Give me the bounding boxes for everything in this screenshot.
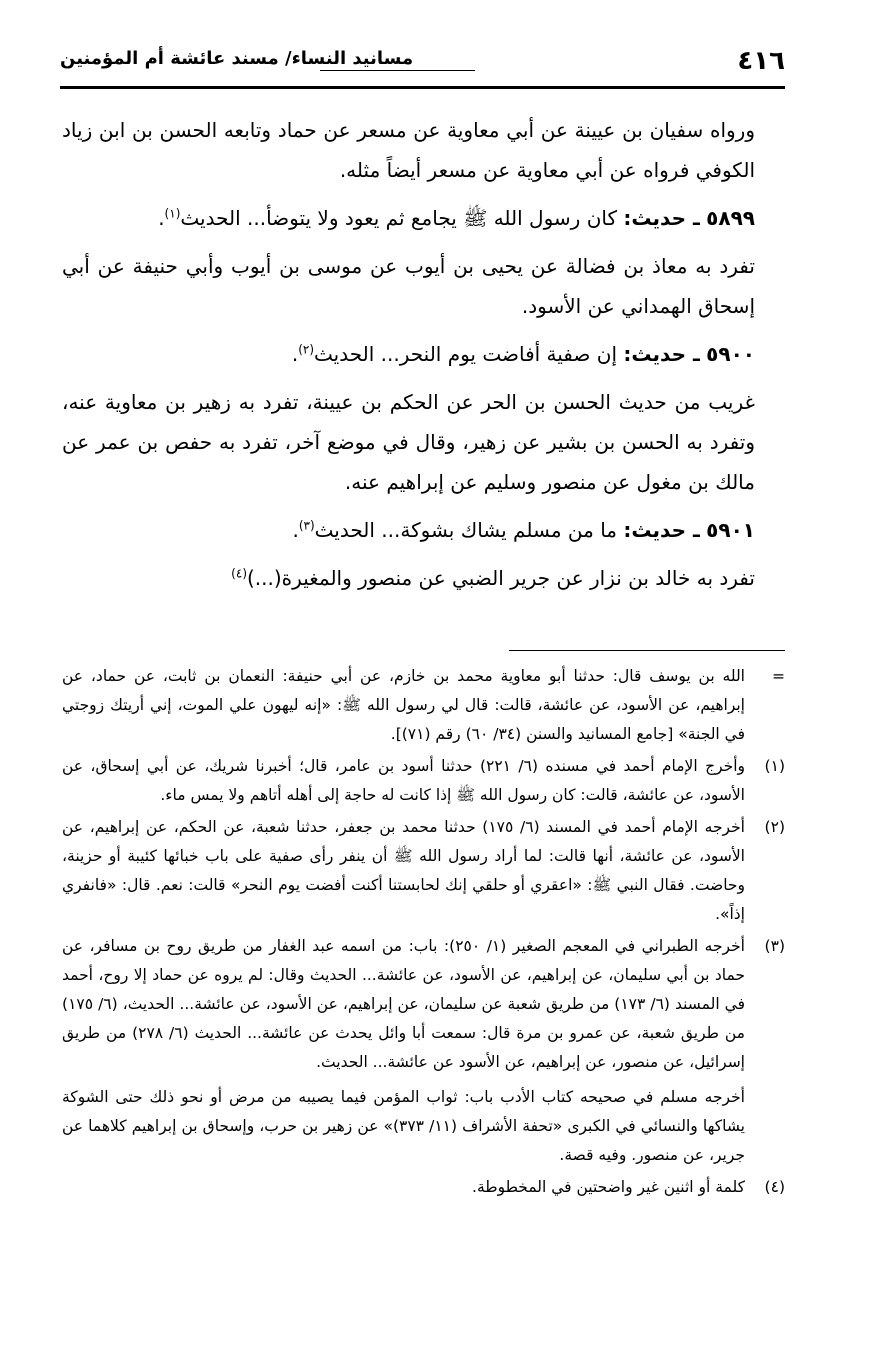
paragraph-text: تفرد به خالد بن نزار عن جرير الضبي عن منصور والمغيرة(...) (247, 566, 755, 590)
footnote-mark: (٣) (764, 937, 785, 955)
footnote-mark: (٢) (764, 818, 785, 836)
footnote-mark: = (772, 667, 785, 685)
footnote-text: كلمة أو اثنين غير واضحتين في المخطوطة. (472, 1178, 745, 1196)
hadith-text: إن صفية أفاضت يوم النحر... الحديث (314, 342, 617, 366)
hadith-keyword: ـ حديث: (623, 518, 700, 542)
paragraph: غريب من حديث الحسن بن الحر عن الحكم بن عيينة، تفرد به زهير بن معاوية عنه، وتفرد به الحسن بن بشير عن زهير، وقال في موضع آخر، تفرد به حفص بن عمر عن مالك بن مغول عن منصور وسليم عن إبراهيم عنه. (62, 390, 755, 494)
footnote-4 (62, 1173, 785, 1202)
footnote-text: أخرجه الطبراني في المعجم الصغير (١/ ٢٥٠): باب: من اسمه عبد الغفار من طريق روح بن مسافر، عن حماد بن أبي سليمان، عن إبراهيم، عن الأسود، عن عائشة... الحديث وقال: لم يروه عن حماد إلا روح، أحمد في المسند (٦/ ١٧٣) من طريق شعبة عن سليمان، عن إبراهيم، عن الأسود، عن عائشة... الحديث، (٦/ ١٧٥) من طريق شعبة، عن عمرو بن مرة قال: سمعت أبا وائل يحدث عن عائشة... الحديث (٦/ ٢٧٨) من طريق إسرائيل، عن منصور، عن إبراهيم، عن الأسود عن عائشة... الحديث. (62, 937, 745, 1071)
main-text (62, 110, 785, 606)
hadith-text: ما من مسلم يشاك بشوكة... الحديث (314, 518, 617, 542)
hadith-5901 (62, 510, 785, 550)
paragraph: تفرد به معاذ بن فضالة عن يحيى بن أيوب عن موسى بن أيوب وأبي حنيفة عن أبي إسحاق الهمداني عن الأسود. (62, 254, 755, 318)
footnote-mark: (١) (764, 757, 785, 775)
footnote-ref: (٣) (298, 518, 315, 533)
footnote-text: أخرجه الإمام أحمد في المسند (٦/ ١٧٥) حدثنا محمد بن جعفر، حدثنا شعبة، عن الحكم، عن إبراهيم، عن الأسود، عن عائشة، أنها قالت: لما أراد رسول الله ﷺ أن ينفر رأى صفية على باب خبائها كئيبة أو حزينة، وحاضت. فقال النبي ﷺ: «اعقري أو حلقي إنك لحابستنا أكنت أفضت يوم النحر» قالت: نعم. قال: «فانفري إذاً». (62, 818, 745, 923)
footnote-2 (62, 813, 785, 929)
header-rule (320, 70, 475, 71)
period: . (158, 206, 165, 230)
footnote-text: وأخرج الإمام أحمد في مسنده (٦/ ٢٢١) حدثنا أسود بن عامر، قال؛ أخبرنا شريك، عن أبي إسحاق، عن الأسود، عن عائشة، قالت: كان رسول الله ﷺ إذا كانت له حاجة إلى أهله أتاهم ولا يمس ماء. (62, 757, 746, 804)
hadith-keyword: ـ حديث: (623, 206, 700, 230)
paragraph (62, 558, 785, 598)
footnote-ref: (٢) (298, 342, 315, 357)
footnote-3 (62, 932, 785, 1170)
footnote-text: أخرجه مسلم في صحيحه كتاب الأدب باب: ثواب المؤمن فيما يصيبه من مرض أو نحو ذلك حتى الشوكة يشاكها والنسائي في الكبرى «تحفة الأشراف (١١/ ٣٧٣)» عن زهير بن حرب، وإسحاق بن إبراهيم كلاهما عن جرير، عن منصور. وفيه قصة. (62, 1088, 745, 1164)
hadith-5899 (62, 198, 785, 238)
footnotes (62, 662, 785, 1205)
running-title: مسانيد النساء/ مسند عائشة أم المؤمنين (60, 48, 414, 69)
page-header (60, 40, 785, 86)
hadith-5900 (62, 334, 785, 374)
period: . (291, 342, 299, 366)
footnote-text: الله بن يوسف قال: حدثنا أبو معاوية محمد بن خازم، عن أبي حنيفة: النعمان بن ثابت، عن حماد، عن إبراهيم، عن الأسود، عن عائشة، قالت: قال لي رسول الله ﷺ: «إنه ليهون علي الموت، إني أريتك زوجتي في الجنة» [جامع المسانيد والسنن (٣٤/ ٦٠) رقم (٧١)]. (62, 667, 745, 743)
footnote-ref: (١) (164, 206, 181, 221)
hadith-text: كان رسول الله ﷺ يجامع ثم يعود ولا يتوضأ... الحديث (180, 206, 617, 230)
hadith-number: ٥٨٩٩ (706, 206, 755, 230)
period: . (292, 518, 299, 542)
footnote-separator (509, 650, 785, 651)
page-number: ٤١٦ (737, 46, 785, 76)
paragraph: ورواه سفيان بن عيينة عن أبي معاوية عن مسعر عن حماد وتابعه الحسن بن ابن زياد الكوفي فرواه عن أبي معاوية عن مسعر أيضاً مثله. (62, 118, 755, 182)
hadith-number: ٥٩٠١ (706, 518, 755, 542)
hadith-keyword: ـ حديث: (623, 342, 700, 366)
footnote-continued (62, 662, 785, 749)
footnote-1 (62, 752, 785, 810)
header-underline (60, 86, 785, 89)
footnote-mark: (٤) (764, 1178, 785, 1196)
footnote-ref: (٤) (231, 566, 247, 581)
hadith-number: ٥٩٠٠ (706, 342, 755, 366)
